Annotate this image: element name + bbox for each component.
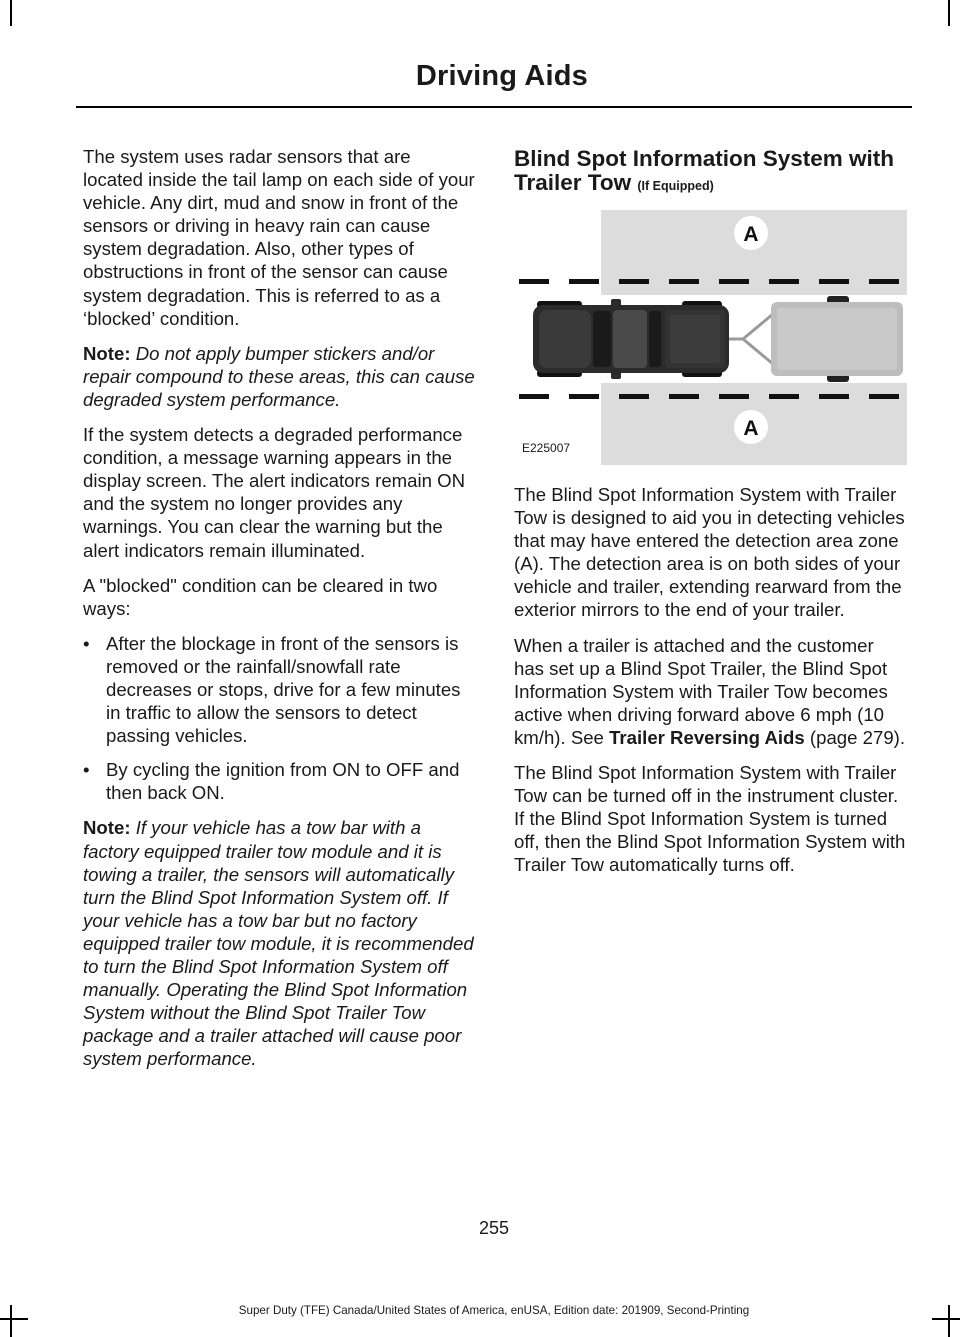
list-item-text: After the blockage in front of the sensors is removed or the rainfall/snowfall rate decreases or stops, drive for a few minutes in traffic to allow the sensors to detect passing vehicles.: [106, 632, 461, 747]
bullet-list: [83, 632, 475, 805]
zone-label-top: A: [743, 223, 759, 246]
bullet-mark: •: [83, 759, 90, 781]
note-tow-bar: [83, 816, 475, 1070]
header-divider: [76, 106, 912, 108]
truck-top-view: [533, 299, 729, 379]
list-item: [83, 632, 475, 747]
note-bumper-stickers: [83, 342, 475, 411]
diagram-illustration: [517, 210, 907, 465]
paragraph-bsi-trailer-off: The Blind Spot Information System with Trailer Tow can be turned off in the instrument cluster. If the Blind Spot Information System is turned off, then the Blind Spot Information System with Trailer Tow automatically turns off.: [514, 762, 906, 876]
note-label: Note:: [83, 342, 131, 364]
page-number: 255: [478, 1218, 510, 1238]
page-reference: (page 279).: [809, 726, 906, 748]
note-text: Do not apply bumper stickers and/or repair compound to these areas, this can cause degraded system performance.: [83, 342, 475, 410]
crop-mark-bottom-right-h: [932, 1318, 960, 1320]
paragraph-bsi-trailer-active: [514, 634, 907, 749]
crop-mark-top-left: [10, 0, 12, 26]
right-column: [514, 147, 907, 889]
note-label: Note:: [83, 817, 131, 839]
bullet-mark: •: [83, 632, 90, 654]
section-heading-suffix: (If Equipped): [637, 179, 714, 193]
crop-mark-top-right: [948, 0, 950, 26]
paragraph-text: When a trailer is attached and the customer has set up a Blind Spot Trailer, the Blind Spot Information System with Trailer Tow becomes active when driving forward above 6 mph (10 km/h). See: [514, 634, 888, 748]
paragraph-blocked: A "blocked" condition can be cleared in two ways:: [83, 574, 438, 619]
zone-label-bottom-marker: [734, 410, 768, 444]
footer-edition: Super Duty (TFE) Canada/United States of America, enUSA, Edition date: 201909, Second-Printing: [238, 1304, 750, 1317]
page-title: Driving Aids: [415, 60, 588, 92]
figure-id: E225007: [522, 440, 571, 455]
zone-label-top-marker: [734, 216, 768, 250]
blind-spot-trailer-diagram: [517, 210, 907, 465]
paragraph-degraded: If the system detects a degraded performance condition, a message warning appears in the display screen. The alert indicators remain ON and the system no longer provides any warnings. You can clear the warning but the alert indicators remain illuminated.: [83, 424, 466, 561]
zone-label-bottom: A: [743, 417, 759, 440]
crop-mark-bottom-left-h: [0, 1318, 28, 1320]
trailer-top-view: [771, 296, 903, 382]
left-column: [83, 145, 475, 1082]
cross-reference-link[interactable]: Trailer Reversing Aids: [609, 726, 805, 748]
list-item-text: By cycling the ignition from ON to OFF and then back ON.: [106, 759, 460, 804]
paragraph-bsi-trailer-intro: The Blind Spot Information System with Trailer Tow is designed to aid you in detecting vehicles that may have entered the detection area zone (A). The detection area is on both sides of your vehicle and trailer, extending rearward from the exterior mirrors to the end of your trailer.: [514, 484, 905, 621]
note-text: If your vehicle has a tow bar with a factory equipped trailer tow module and it is towing a trailer, the sensors will automatically turn the Blind Spot Information System off. If your vehicle has a tow bar but no factory equipped trailer tow module, it is recommended to turn the Blind Spot Information System off manually. Operating the Blind Spot Information System without the Blind Spot Trailer Tow package and a trailer attached will cause poor system performance.: [83, 817, 474, 1070]
list-item: [83, 758, 475, 804]
section-heading-main: Blind Spot Information System with Trailer Tow: [514, 146, 895, 195]
section-heading: [514, 147, 907, 198]
paragraph-sensors: The system uses radar sensors that are located inside the tail lamp on each side of your vehicle. Any dirt, mud and snow in front of the sensors or driving in heavy rain can cause system degradation. Also, other types of obstructions in front of the sensor can cause system degradation. This is referred to as a ‘blocked’ condition.: [83, 146, 475, 329]
